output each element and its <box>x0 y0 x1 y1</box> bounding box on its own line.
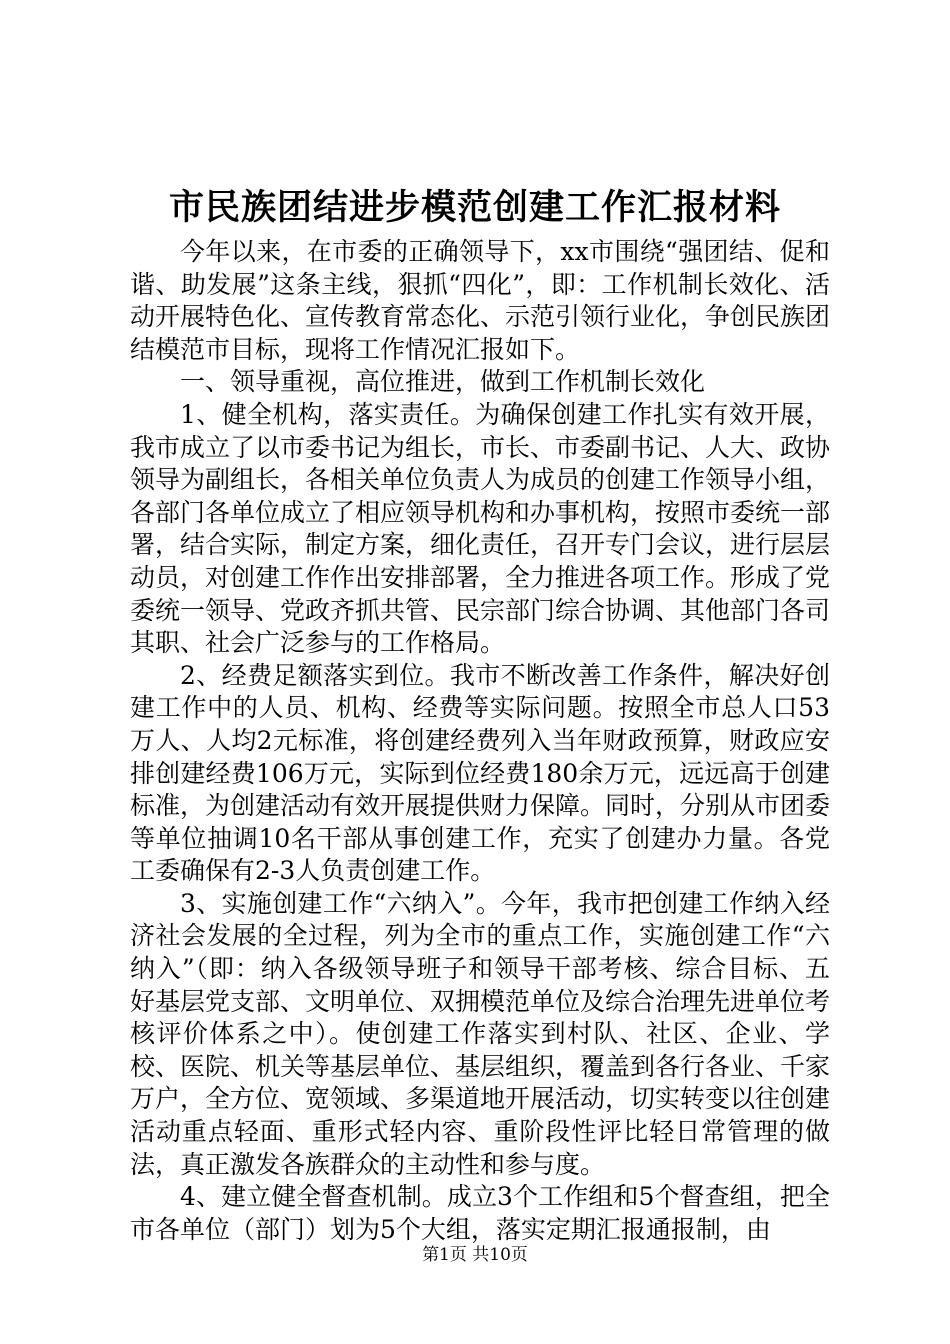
section-heading: 一、领导重视，高位推进，做到工作机制长效化 <box>180 367 706 397</box>
body-paragraph: 3、实施创建工作“六纳入”。今年，我市把创建工作纳入经济社会发展的全过程，列为全市的重点工作，实施创建工作“六纳入”（即：纳入各级领导班子和领导干部考核、综合目标、五好基层党支部、文明单位、双拥模范单位及综合治理先进单位考核评价体系之中）。使创建工作落实到村队、社区、企业、学校、医院、机关等基层单位、基层组织，覆盖到各行各业、千家万户，全方位、宽领域、多渠道地开展活动，切实转变以往创建活动重点轻面、重形式轻内容、重阶段性评比轻日常管理的做法，真正激发各族群众的主动性和参与度。 <box>130 888 831 1179</box>
body-paragraph: 1、健全机构，落实责任。为确保创建工作扎实有效开展，我市成立了以市委书记为组长，市长、市委副书记、人大、政协领导为副组长，各相关单位负责人为成员的创建工作领导小组，各部门各单位成立了相应领导机构和办事机构，按照市委统一部署，结合实际，制定方案，细化责任，召开专门会议，进行层层动员，对创建工作作出安排部署，全力推进各项工作。形成了党委统一领导、党政齐抓共管、民宗部门综合协调、其他部门各司其职、社会广泛参与的工作格局。 <box>130 399 831 658</box>
body-paragraph: 4、建立健全督查机制。成立3个工作组和5个督查组，把全市各单位（部门）划为5个大组，落实定期汇报通报制，由 <box>130 1182 830 1244</box>
page-number-footer: 第1页 共10页 <box>422 1245 528 1265</box>
intro-paragraph: 今年以来，在市委的正确领导下，xx市围绕“强团结、促和谐、助发展”这条主线，狠抓“四化”，即：工作机制长效化、活动开展特色化、宣传教育常态化、示范引领行业化，争创民族团结模范市目标，现将工作情况汇报如下。 <box>130 237 831 364</box>
body-paragraph: 2、经费足额落实到位。我市不断改善工作条件，解决好创建工作中的人员、机构、经费等实际问题。按照全市总人口53万人、人均2元标准，将创建经费列入当年财政预算，财政应安排创建经费106万元，实际到位经费180余万元，远远高于创建标准，为创建活动有效开展提供财力保障。同时，分别从市团委等单位抽调10名干部从事创建工作，充实了创建办力量。各党工委确保有2-3人负责创建工作。 <box>130 660 831 886</box>
document-body <box>130 236 830 1246</box>
document-title: 市民族团结进步模范创建工作汇报材料 <box>168 187 781 228</box>
